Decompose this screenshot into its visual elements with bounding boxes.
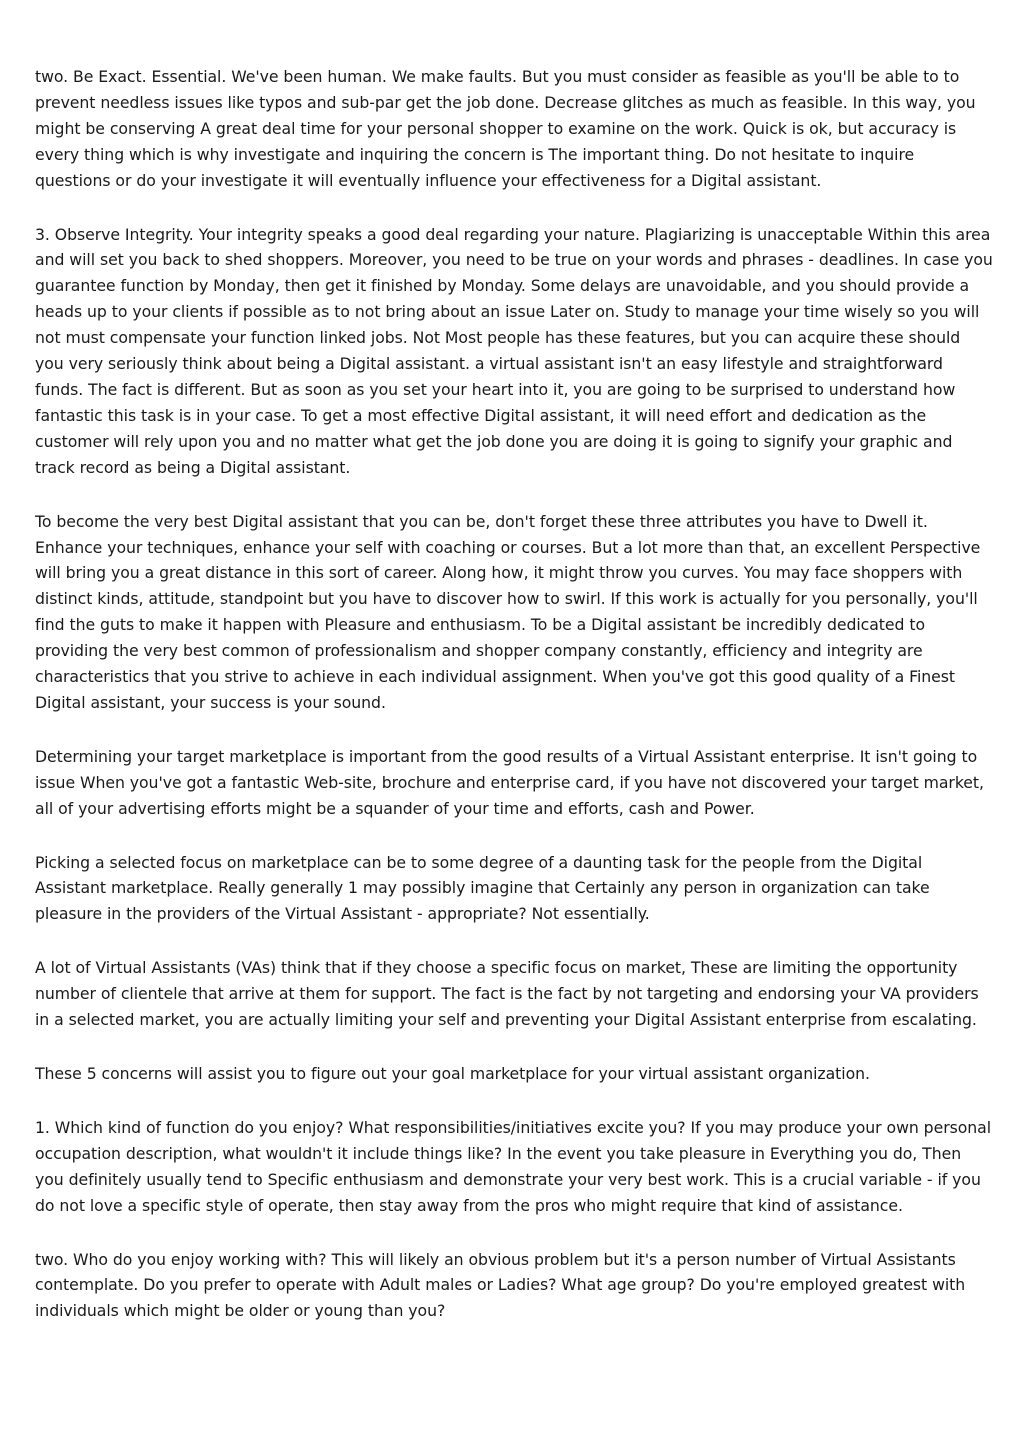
paragraph-picking-focus-market: Picking a selected focus on marketplace can be to some degree of a daunting task for the people from the Digital Assistant marketplace. Really generally 1 may possibly imagine that Certainly any person in organization can take pleasure in the providers of the Virtual Assistant - appropriate? Not essentially. — [35, 852, 930, 924]
paragraph-question-two: two. Who do you enjoy working with? This will likely an obvious problem but it's a person number of Virtual Assistants contemplate. Do you prefer to operate with Adult males or Ladies? What age group? Do you're employed greatest with individuals which might be older or young than you? — [35, 1249, 966, 1321]
paragraph-target-marketplace: Determining your target marketplace is important from the good results of a Virtual Assistant enterprise. It isn't going to issue When you've got a fantastic Web-site, brochure and enterprise card, if you have not discovered your target market, all of your advertising efforts might be a squander of your time and efforts, cash and Power. — [35, 746, 984, 818]
paragraph-best-digital-assistant: To become the very best Digital assistant that you can be, don't forget these three attributes you have to Dwell it. Enhance your techniques, enhance your self with coaching or courses. But a lot more than that, an excellent Perspective will bring you a great distance in this sort of career. Along how, it might throw you curves. You may face shoppers with distinct kinds, attitude, standpoint but you have to discover how to swirl. If this work is actually for you personally, you'll find the guts to make it happen with Pleasure and enthusiasm. To be a Digital assistant be incredibly dedicated to providing the very best common of professionalism and shopper company constantly, efficiency and integrity are characteristics that you strive to achieve in each individual assignment. When you've got this good quality of a Finest Digital assistant, your success is your sound. — [35, 511, 981, 712]
paragraph-five-concerns: These 5 concerns will assist you to figure out your goal marketplace for your virtual assistant organization. — [35, 1064, 870, 1083]
paragraph-be-exact: two. Be Exact. Essential. We've been human. We make faults. But you must consider as feasible as you'll be able to to prevent needless issues like typos and sub-par get the job done. Decrease glitches as much as feasible. In this way, you might be conserving A great deal time for your personal shopper to examine on the work. Quick is ok, but accuracy is every thing which is why investigate and inquiring the concern is The important thing. Do not hesitate to inquire questions or do your investigate it will eventually influence your effectiveness for a Digital assistant. — [35, 67, 976, 190]
paragraph-observe-integrity: 3. Observe Integrity. Your integrity speaks a good deal regarding your nature. Plagiarizing is unacceptable Within this area and will set you back to shed shoppers. Moreover, you need to be true on your words and phrases - deadlines. In case you guarantee function by Monday, then get it finished by Monday. Some delays are unavoidable, and you should provide a heads up to your clients if possible as to not bring about an issue Later on. Study to manage your time wisely so you will not must compensate your function linked jobs. Not Most people has these features, but you can acquire these should you very seriously think about being a Digital assistant. a virtual assistant isn't an easy lifestyle and straightforward funds. The fact is different. But as soon as you set your heart into it, you are going to be surprised to understand how fantastic this task is in your case. To get a most effective Digital assistant, it will need effort and dedication as the customer will rely upon you and no matter what get the job done you are doing it is going to signify your graphic and track record as being a Digital assistant. — [35, 224, 993, 477]
paragraph-question-one: 1. Which kind of function do you enjoy? What responsibilities/initiatives excite you? If you may produce your own personal occupation description, what wouldn't it include things like? In the event you take pleasure in Everything you do, Then you definitely usually tend to Specific enthusiasm and demonstrate your very best work. This is a crucial variable - if you do not love a specific style of operate, then stay away from the pros who might require that kind of assistance. — [35, 1117, 992, 1215]
paragraph-virtual-assistants-niche: A lot of Virtual Assistants (VAs) think that if they choose a specific focus on market, These are limiting the opportunity number of clientele that arrive at them for support. The fact is the fact by not targeting and endorsing your VA providers in a selected market, you are actually limiting your self and preventing your Digital Assistant enterprise from escalating. — [35, 958, 979, 1030]
document-body — [35, 64, 993, 1352]
